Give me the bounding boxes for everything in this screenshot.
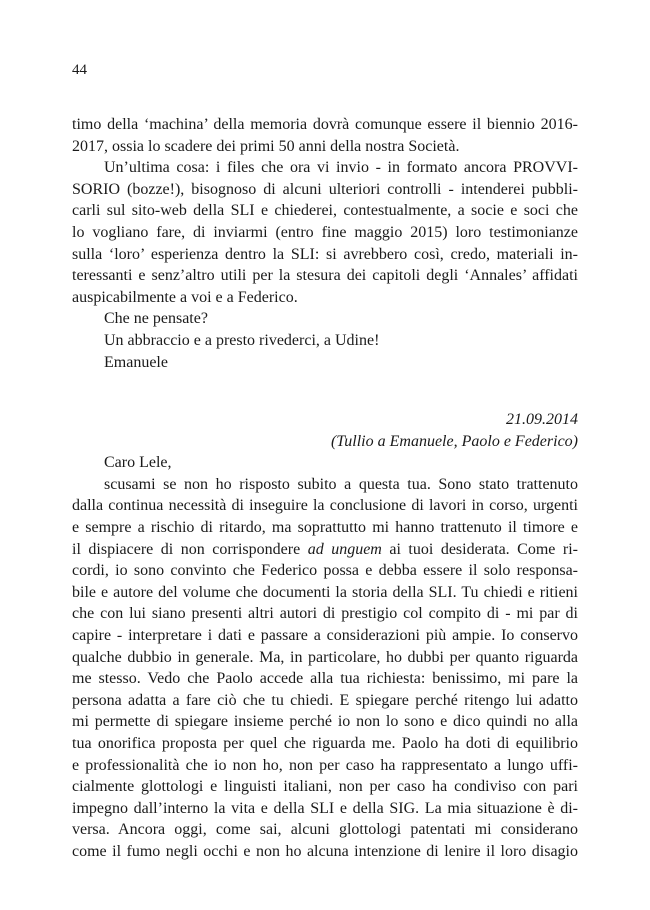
letter-2 xyxy=(72,409,578,862)
text-line: Un’ultima cosa: i files che ora vi invio - in formato ancora PROVVI- xyxy=(104,159,578,177)
text-line: impegno dall’interno la vita e della SLI e della SIG. La mia situazione è di- xyxy=(72,799,578,817)
text-line: qualche dubbio in generale. Ma, in particolare, ho dubbi per quanto riguarda xyxy=(72,648,578,666)
text-line: carli sul sito-web della SLI e chiederei, contestualmente, a socie e soci che xyxy=(72,202,578,220)
text-line: me stesso. Vedo che Paolo accede alla tua richiesta: benissimo, mi pare la xyxy=(72,670,578,688)
text-line: capire - interpretare i dati e passare a considerazioni più ampie. Io conservo xyxy=(72,626,578,644)
text-line: lo vogliano fare, di inviarmi (entro fine maggio 2015) loro testimonianze xyxy=(72,223,578,241)
text-segment: ai tuoi desiderata. Come ri- xyxy=(381,540,579,558)
text-line: e sempre a rischio di ritardo, ma soprattutto mi hanno trattenuto il timore e xyxy=(72,518,578,536)
latin-phrase: ad unguem xyxy=(307,540,382,558)
letter-1-closing xyxy=(72,114,578,373)
text-line: persona adatta a fare ciò che tu chiedi. E spiegare perché ritengo lui adatto xyxy=(72,691,578,709)
text-line: versa. Ancora oggi, come sai, alcuni glottologi patentati mi considerano xyxy=(72,821,578,839)
text-line: SORIO (bozze!), bisognoso di alcuni ulteriori controlli - intenderei pubbli- xyxy=(72,180,578,198)
text-line: Un abbraccio e a presto rivederci, a Udine! xyxy=(104,331,380,349)
salutation: Caro Lele, xyxy=(104,454,172,472)
letter-date: 21.09.2014 xyxy=(506,411,578,428)
text-line: che con lui siano presenti altri autori di prestigio col compito di - mi par di xyxy=(72,605,578,623)
text-line: teressanti e senz’altro utili per la stesura dei capitoli degli ‘Annales’ affidati xyxy=(72,267,578,285)
text-line: auspicabilmente a voi e a Federico. xyxy=(72,288,298,306)
page-number: 44 xyxy=(72,62,87,78)
text-line: tua onorifica proposta per quel che riguarda me. Paolo ha doti di equilibrio xyxy=(72,734,578,752)
text-line: bile e autore del volume che documenti la storia della SLI. Tu chiedi e ritieni xyxy=(72,583,578,601)
text-line: 2017, ossia lo scadere dei primi 50 anni della nostra Società. xyxy=(72,137,460,155)
text-line: mi permette di spiegare insieme perché io non lo sono e dico quindi no alla xyxy=(72,713,578,731)
text-segment: il dispiacere di non corrispondere xyxy=(72,540,308,558)
text-line: e professionalità che io non ho, non per caso ha rappresentato a lungo uffi- xyxy=(72,756,578,774)
text-line: timo della ‘machina’ della memoria dovrà comunque essere il biennio 2016- xyxy=(72,116,578,133)
text-line: come il fumo negli occhi e non ho alcuna intenzione di lenire il loro disagio xyxy=(72,842,578,860)
text-line: dalla continua necessità di inseguire la conclusione di lavori in corso, urgenti xyxy=(72,497,578,515)
letter-recipients: (Tullio a Emanuele, Paolo e Federico) xyxy=(330,432,578,450)
text-line-with-italic xyxy=(72,539,578,561)
text-line: scusami se non ho risposto subito a questa tua. Sono stato trattenuto xyxy=(104,475,578,493)
text-line: cialmente glottologi e linguisti italiani, non per caso ha condiviso con pari xyxy=(72,778,578,796)
text-line: sulla ‘loro’ esperienza dentro la SLI: si avrebbero così, credo, materiali in- xyxy=(72,245,578,263)
signature-emanuele: Emanuele xyxy=(104,353,168,371)
text-line: cordi, io sono convinto che Federico possa e debba essere il solo responsa- xyxy=(72,562,578,580)
text-line: Che ne pensate? xyxy=(104,310,208,328)
